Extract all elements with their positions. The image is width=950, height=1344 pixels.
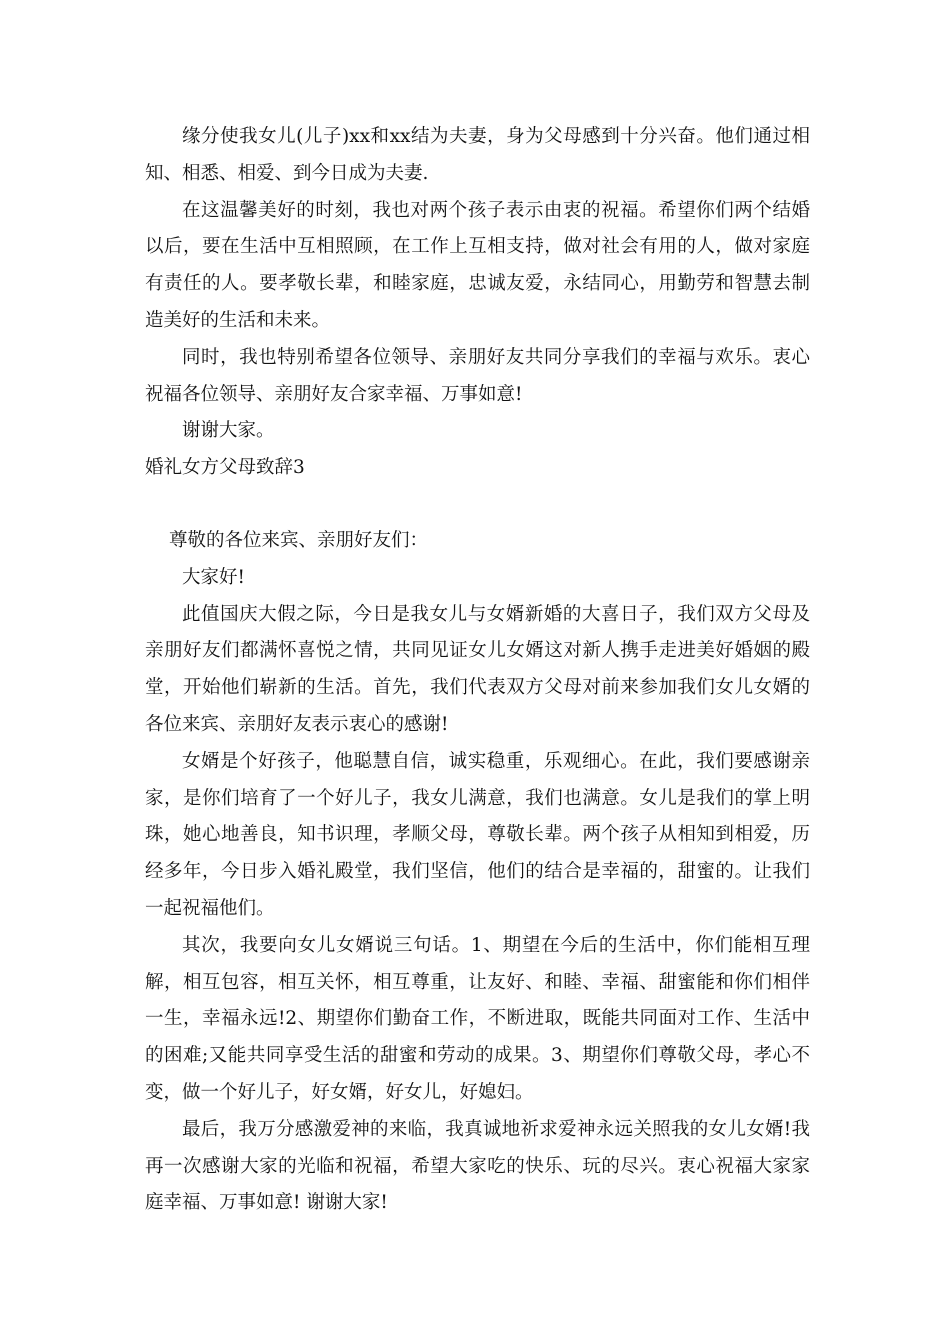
paragraph-occasion: 此值国庆大假之际，今日是我女儿与女婿新婚的大喜日子，我们双方父母及亲朋好友们都满怀喜悦之情，共同见证女儿女婿这对新人携手走进美好婚姻的殿堂，开始他们崭新的生活。首先，我们代表双方父母对前来参加我们女儿女婿的各位来宾、亲朋好友表示衷心的感谢!: [145, 603, 810, 735]
paragraph-closing: 最后，我万分感激爱神的来临，我真诚地祈求爱神永远关照我的女儿女婿!我再一次感谢大家的光临和祝福，希望大家吃的快乐、玩的尽兴。衷心祝福大家家庭幸福、万事如意! 谢谢大家!: [145, 1118, 810, 1214]
salutation: 尊敬的各位来宾、亲朋好友们：: [169, 529, 429, 551]
paragraph-intro: 缘分使我女儿(儿子)xx和xx结为夫妻，身为父母感到十分兴奋。他们通过相知、相悉、相爱、到今日成为夫妻.: [145, 126, 810, 184]
paragraph-thanks: 谢谢大家。: [182, 420, 275, 442]
paragraph-three-wishes: 其次，我要向女儿女婿说三句话。1、期望在今后的生活中，你们能相互理解，相互包容，相互关怀，相互尊重，让友好、和睦、幸福、甜蜜能和你们相伴一生，幸福永远!2、期望你们勤奋工作，不断进取，既能共同面对工作、生活中的困难;又能共同享受生活的甜蜜和劳动的成果。3、期望你们尊敬父母，孝心不变，做一个好儿子，好女婿，好女儿，好媳妇。: [145, 934, 810, 1103]
paragraph-greeting: 大家好!: [182, 566, 245, 588]
section-title: 婚礼女方父母致辞3: [145, 457, 305, 479]
section-spacer: [145, 487, 810, 523]
paragraph-share-happiness: 同时，我也特别希望各位领导、亲朋好友共同分享我们的幸福与欢乐。衷心祝福各位领导、亲朋好友合家幸福、万事如意!: [145, 346, 810, 405]
document-body: [145, 119, 810, 1222]
paragraph-blessing: 在这温馨美好的时刻，我也对两个孩子表示由衷的祝福。希望你们两个结婚以后，要在生活中互相照顾，在工作上互相支持，做对社会有用的人，做对家庭有责任的人。要孝敬长辈，和睦家庭，忠诚友爱，永结同心，用勤劳和智慧去制造美好的生活和未来。: [145, 199, 810, 331]
paragraph-son-in-law: 女婿是个好孩子，他聪慧自信，诚实稳重，乐观细心。在此，我们要感谢亲家，是你们培育了一个好儿子，我女儿满意，我们也满意。女儿是我们的掌上明珠，她心地善良，知书识理，孝顺父母，尊敬长辈。两个孩子从相知到相爱，历经多年，今日步入婚礼殿堂，我们坚信，他们的结合是幸福的，甜蜜的。让我们一起祝福他们。: [145, 750, 810, 919]
